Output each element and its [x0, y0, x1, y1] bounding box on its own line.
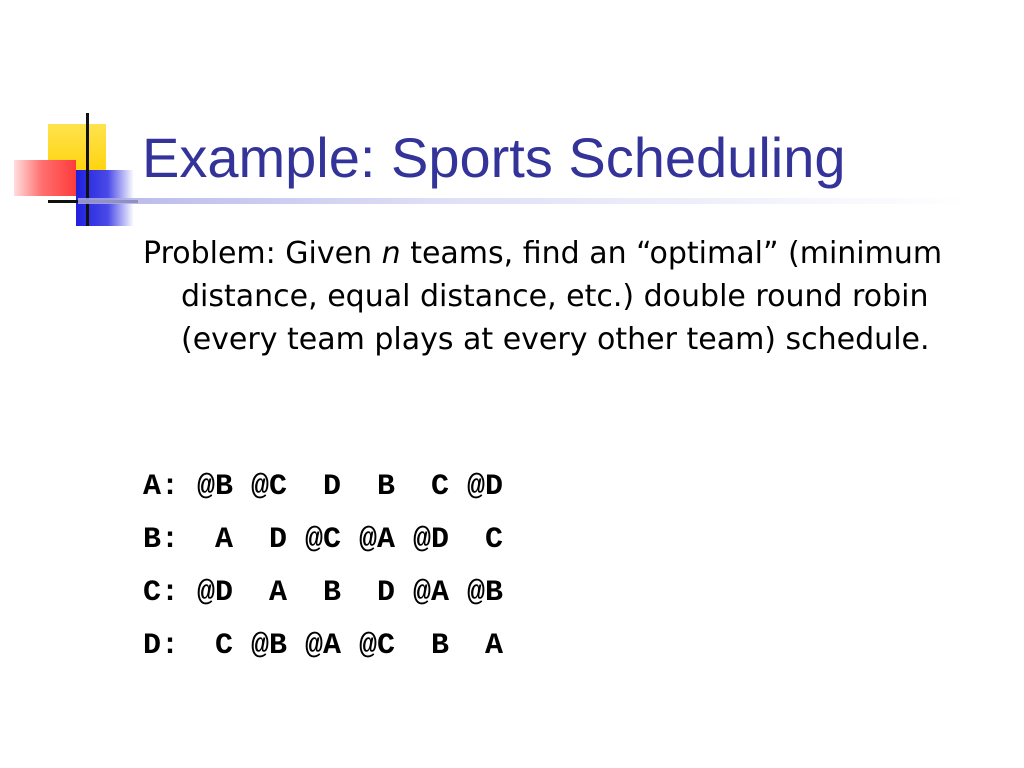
schedule-row: B: A D @C @A @D C: [143, 523, 504, 557]
problem-variable: n: [381, 236, 401, 271]
logo-red-square: [14, 160, 76, 196]
title-divider: [78, 198, 968, 204]
problem-rest: teams, find an “optimal” (minimum distance, equal distance, etc.) double round robin (every team plays at every other team) schedule.: [181, 236, 943, 357]
schedule-row: A: @B @C D B C @D: [143, 470, 504, 504]
logo-vertical-line: [86, 113, 89, 226]
problem-lead: Problem: Given: [143, 236, 382, 271]
schedule-row: C: @D A B D @A @B: [143, 576, 504, 610]
slide-title: Example: Sports Scheduling: [142, 126, 846, 189]
problem-statement: [143, 232, 971, 361]
slide-logo-graphic: [0, 0, 140, 240]
schedule-row: D: C @B @A @C B A: [143, 629, 504, 663]
schedule-table: [143, 462, 503, 674]
